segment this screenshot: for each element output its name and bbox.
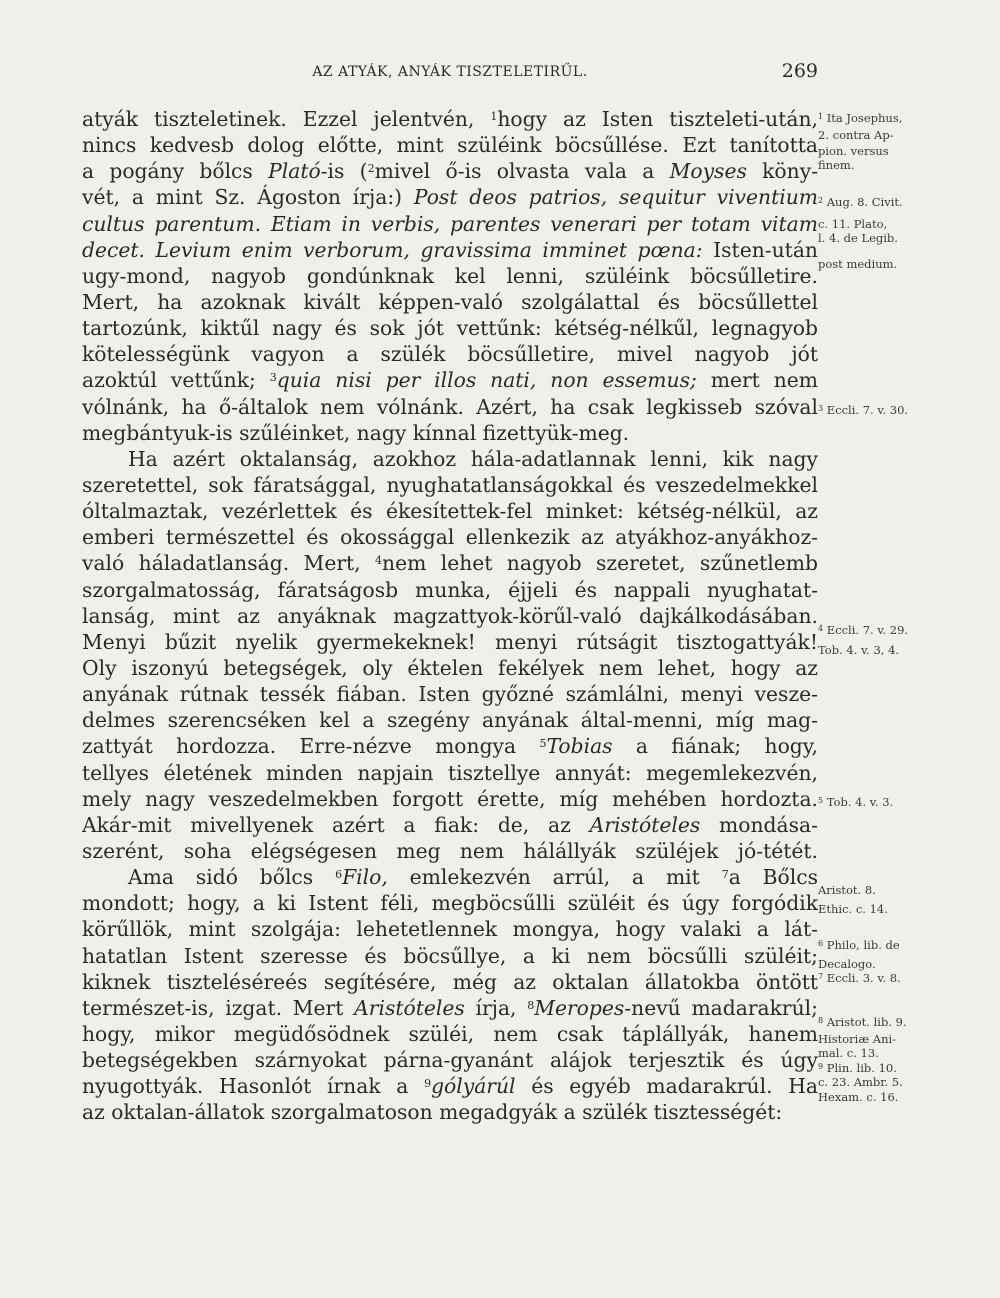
margin-note: 2. contra Ap- — [818, 128, 894, 142]
main-text — [82, 106, 818, 1125]
text-line: mondott; hogy, a ki Istent féli, megböcsűlli szüléit és úgy forgódik — [82, 891, 818, 916]
text-line: az oktalan-állatok szorgalmatoson megadgyák a szülék tisztességét: — [82, 1100, 783, 1125]
margin-note: finem. — [818, 158, 855, 172]
text-line: hogy, mikor megüdősödnek szüléi, nem csak táplállyák, hanem — [82, 1021, 818, 1046]
margin-note: $^4$ Eccli. 7. v. 29. — [818, 623, 909, 637]
margin-note: $^5$ Tob. 4. v. 3. — [818, 795, 894, 809]
text-line: Oly iszonyú betegségek, oly éktelen fekélyek nem lehet, hogy az — [82, 655, 818, 680]
margin-note: $^8$ Aristot. lib. 9. — [818, 1015, 907, 1029]
text-line: emberi természettel és okossággal ellenkezik az atyákhoz-anyákhoz- — [82, 525, 818, 550]
margin-note: Ethic. c. 14. — [818, 902, 888, 916]
text-line: kötelességünk vagyon a szülék böcsűlletire, mivel nagyob jót — [82, 342, 818, 367]
text-line: Ama sidó bőlcs $^6$Filo, emlekezvén arrúl, a mit $^7$a Bőlcs — [128, 865, 818, 890]
margin-note: Tob. 4. v. 3, 4. — [818, 643, 900, 657]
text-line: óltalmaztak, vezérlettek és ékesítettek-fel minket: kétség-nélkül, az — [82, 499, 818, 524]
text-line: vét, a mint Sz. Ágoston írja:) Post deos patrios, sequitur viventium — [82, 185, 818, 210]
margin-note: mal. c. 13. — [818, 1046, 879, 1060]
margin-note: $^2$ Aug. 8. Civit. — [818, 195, 903, 209]
text-line: cultus parentum. Etiam in verbis, parentes venerari per totam vitam — [82, 211, 818, 236]
text-line: delmes szerencséken kel a szegény anyának által-menni, míg mag- — [82, 708, 818, 733]
margin-note: Decalogo. — [818, 957, 876, 971]
text-line: zattyát hordozza. Erre-nézve mongya $^5$Tobias a fiának; hogy, — [82, 734, 818, 759]
text-line: tellyes életének minden napjain tisztellye annyát: megemlekezvén, — [82, 760, 818, 785]
text-line: mely nagy veszedelmekben forgott érette, míg mehében hordozta. — [82, 786, 818, 811]
running-head-title: AZ ATYÁK, ANYÁK TISZTELETIRŰL. — [312, 64, 588, 80]
margin-note: c. 23. Ambr. 5. — [818, 1075, 903, 1089]
text-line: lanság, mint az anyáknak magzattyok-körűl-való dajkálkodásában. — [82, 603, 818, 628]
text-line: hatatlan Istent szeresse és böcsűllye, a ki nem böcsűlli szüléit; — [82, 943, 818, 968]
text-line: szorgalmatosság, fáratságosb munka, éjjeli és nappali nyughatat- — [82, 577, 818, 602]
text-line: vólnánk, ha ő-általok nem vólnánk. Azért, ha csak legkisseb szóval — [82, 394, 818, 419]
margin-note: $^1$ Ita Josephus, — [818, 111, 903, 125]
text-line: Menyi bűzit nyelik gyermekeknek! menyi rútságit tisztogattyák! — [82, 629, 818, 654]
text-line: Mert, ha azoknak kivált képpen-való szolgálattal és böcsűllettel — [82, 289, 818, 314]
text-line: Akár-mit mivellyenek azért a fiak: de, az Aristóteles mondása- — [82, 812, 818, 837]
text-line: természet-is, izgat. Mert Aristóteles írja, $^8$Meropes-nevű madarakrúl; — [82, 995, 818, 1020]
margin-note: $^9$ Plin. lib. 10. — [818, 1061, 897, 1075]
text-line: azoktúl vettűnk; $^3$quia nisi per illos nati, non essemus; mert nem — [82, 368, 818, 393]
margin-note: Historiæ Ani- — [818, 1032, 897, 1046]
margin-note: $^7$ Eccli. 3. v. 8. — [818, 971, 901, 985]
margin-note: pion. versus — [818, 144, 889, 158]
text-line: a pogány bőlcs Plató-is ($^2$mivel ő-is olvasta vala a Moyses köny- — [82, 159, 818, 184]
margin-note: l. 4. de Legib. — [818, 231, 898, 245]
text-line: anyának rútnak tessék fiában. Isten győzné számlálni, menyi vesze- — [82, 682, 818, 707]
text-line: nincs kedvesb dolog előtte, mint szüléink böcsűllése. Ezt tanította — [82, 133, 818, 158]
margin-note: post medium. — [818, 257, 898, 271]
margin-note: Hexam. c. 16. — [818, 1090, 899, 1104]
text-line: betegségekben szárnyokat párna-gyanánt alájok terjesztik és úgy — [82, 1048, 818, 1073]
page-number: 269 — [781, 60, 818, 82]
margin-note: $^3$ Eccli. 7. v. 30. — [818, 403, 909, 417]
text-line: nyugottyák. Hasonlót írnak a $^9$gólyárúl és egyéb madarakrúl. Ha — [82, 1074, 818, 1099]
text-line: ugy-mond, nagyob gondúnknak kel lenni, szüléink böcsűlletire. — [82, 263, 818, 288]
text-line: szeretettel, sok fáratsággal, nyughatatlanságokkal és veszedelmekkel — [82, 472, 818, 497]
text-line: atyák tiszteletinek. Ezzel jelentvén, $^1$hogy az Isten tiszteleti-után, — [82, 107, 818, 131]
text-line: való háladatlanság. Mert, $^4$nem lehet nagyob szeretet, szűnetlemb — [82, 551, 818, 576]
margin-note: c. 11. Plato, — [818, 217, 888, 231]
text-line: megbántyuk-is szűléinket, nagy kínnal fizettyük-meg. — [82, 420, 630, 445]
text-line: decet. Levium enim verborum, gravissima imminet pœna: Isten-után — [82, 237, 818, 262]
margin-note: $^6$ Philo, lib. de — [818, 938, 900, 952]
text-line: körűllök, mint szolgája: lehetetlennek mongya, hogy valaki a lát- — [82, 917, 818, 942]
text-line: Ha azért oktalanság, azokhoz hála-adatlannak lenni, kik nagy — [128, 446, 818, 471]
running-header — [82, 58, 818, 88]
text-line: kiknek tiszteléséreés segítésére, még az oktalan állatokba öntött — [82, 969, 818, 994]
margin-note: Aristot. 8. — [818, 883, 876, 897]
text-line: tartozúnk, kiktűl nagy és sok jót vettűnk: kétség-nélkűl, legnagyob — [82, 316, 818, 341]
text-line: szerént, soha elégségesen meg nem hálállyák szüléjek jó-tétét. — [82, 838, 818, 863]
